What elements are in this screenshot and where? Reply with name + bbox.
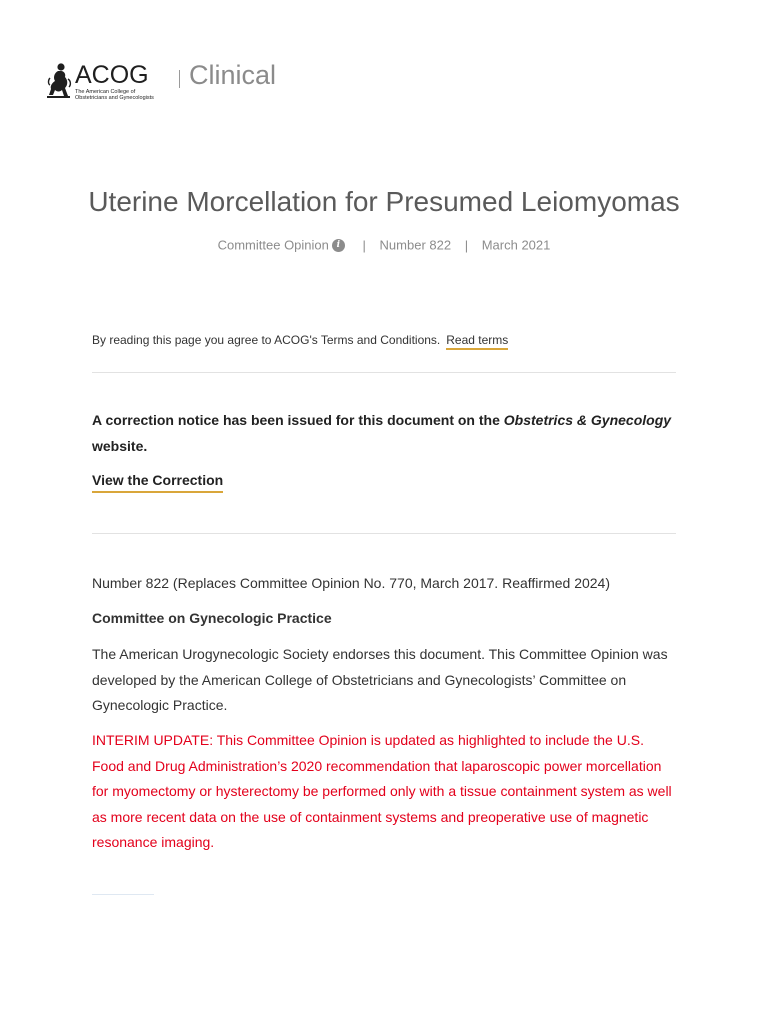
logo-divider bbox=[179, 70, 180, 88]
document-date: March 2021 bbox=[481, 237, 551, 253]
interim-update-paragraph: INTERIM UPDATE: This Committee Opinion is updated as highlighted to include the U.S. Food and Drug Administration’s 2020 recommendation that laparoscopic power morcellation for myomectomy or hysterectomy be performed only with a tissue containment system as well as more recent data on the use of containment systems and preoperative use of magnetic resonance imaging. bbox=[92, 732, 672, 850]
document-meta bbox=[0, 236, 768, 255]
acog-logo[interactable] bbox=[46, 60, 276, 110]
divider bbox=[92, 533, 676, 534]
page-title: Uterine Morcellation for Presumed Leiomyomas bbox=[88, 186, 680, 217]
section-rule bbox=[92, 894, 154, 895]
view-correction-link[interactable]: View the Correction bbox=[92, 470, 223, 493]
divider bbox=[92, 372, 676, 373]
logo-acog-wordmark: ACOG bbox=[75, 61, 149, 89]
logo-subtitle: The American College of Obstetricians and Gynecologists bbox=[75, 89, 154, 101]
correction-notice bbox=[92, 407, 676, 459]
info-icon[interactable]: i bbox=[332, 239, 345, 252]
correction-text-before: A correction notice has been issued for this document on the bbox=[92, 412, 504, 428]
logo-section-clinical: Clinical bbox=[189, 60, 277, 90]
terms-notice bbox=[92, 331, 508, 349]
document-number: Number 822 bbox=[379, 237, 452, 253]
acog-emblem-icon bbox=[46, 62, 72, 100]
journal-name: Obstetrics & Gynecology bbox=[503, 412, 672, 428]
document-type: Committee Opinion bbox=[217, 237, 329, 253]
document-number-line: Number 822 (Replaces Committee Opinion No. 770, March 2017. Reaffirmed 2024) bbox=[92, 575, 610, 591]
correction-text-after: website. bbox=[92, 438, 148, 454]
endorsement-paragraph: The American Urogynecologic Society endorses this document. This Committee Opinion was developed by the American College of Obstetricians and Gynecologists’ Committee on Gynecologic Practice. bbox=[92, 646, 668, 713]
read-terms-link[interactable]: Read terms bbox=[446, 333, 508, 350]
terms-text: By reading this page you agree to ACOG's Terms and Conditions. bbox=[92, 333, 441, 347]
meta-separator: | bbox=[464, 237, 469, 253]
committee-name: Committee on Gynecologic Practice bbox=[92, 610, 332, 626]
meta-separator: | bbox=[362, 237, 366, 253]
